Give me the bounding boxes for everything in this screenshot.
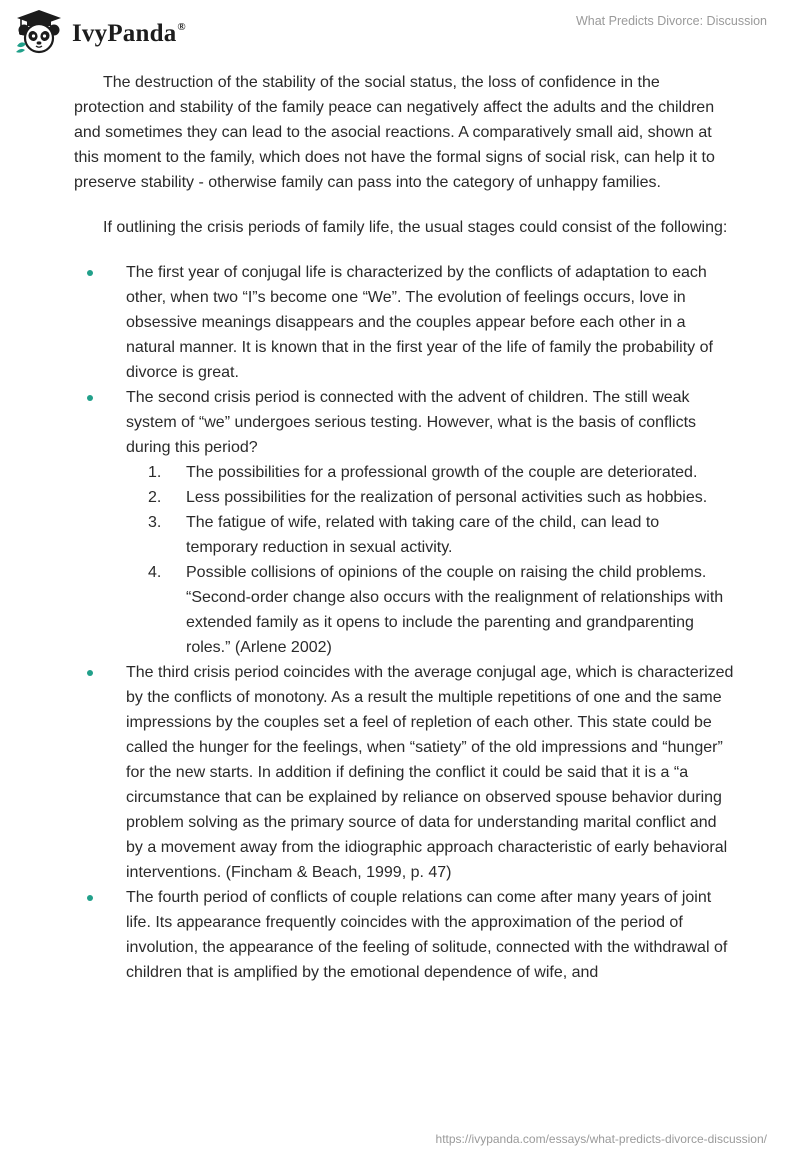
bullet-icon <box>87 670 93 676</box>
crisis-periods-list <box>74 260 734 985</box>
essay-content <box>74 70 734 985</box>
sublist-number: 4. <box>148 564 162 581</box>
sublist-item <box>126 460 734 485</box>
bullet-icon <box>87 270 93 276</box>
ivypanda-logo[interactable] <box>14 8 214 54</box>
sublist-item-text: The possibilities for a professional growth of the couple are deteriorated. <box>186 464 698 481</box>
list-item-text: The second crisis period is connected with the advent of children. The still weak system of “we” undergoes serious testing. However, what is the basis of conflicts during this period? <box>126 389 697 456</box>
list-item <box>74 660 734 885</box>
panda-graduate-icon <box>14 8 64 54</box>
bullet-icon <box>87 895 93 901</box>
list-item <box>74 385 734 660</box>
list-item <box>74 885 734 985</box>
brand-registered-mark: ® <box>177 21 186 33</box>
source-url-link[interactable]: https://ivypanda.com/essays/what-predicts-divorce-discussion/ <box>435 1132 767 1146</box>
sublist-item <box>126 510 734 560</box>
list-item <box>74 260 734 385</box>
list-item-text: The fourth period of conflicts of couple relations can come after many years of joint life. Its appearance frequently coincides with the approximation of the period of involution, the appearance of the feeling of solitude, connected with the withdrawal of children that is amplified by the emotional dependence of wife, and <box>126 889 728 981</box>
sublist-item-text: Possible collisions of opinions of the couple on raising the child problems. “Second-order change also occurs with the realignment of relationships with extended family as it opens to include the parenting and grandparenting roles.” (Arlene 2002) <box>186 564 724 656</box>
sublist-item <box>126 560 734 660</box>
sublist-number: 2. <box>148 489 162 506</box>
bullet-icon <box>87 395 93 401</box>
sublist-item <box>126 485 734 510</box>
page-title: What Predicts Divorce: Discussion <box>575 14 767 28</box>
sublist-number: 1. <box>148 464 162 481</box>
numbered-sublist <box>126 460 734 660</box>
list-item-text: The first year of conjugal life is characterized by the conflicts of adaptation to each other, when two “I”s become one “We”. The evolution of feelings occurs, love in obsessive meanings disappears and the couples appear before each other in a natural manner. It is known that in the first year of the life of family the probability of divorce is great. <box>126 264 713 381</box>
brand-name: IvyPanda® <box>72 20 186 47</box>
page-header <box>0 0 800 60</box>
paragraph: If outlining the crisis periods of family life, the usual stages could consist of the following: <box>103 219 728 236</box>
list-item-text: The third crisis period coincides with the average conjugal age, which is characterized by the conflicts of monotony. As a result the multiple repetitions of one and the same impressions by the couples set a feel of repletion of each other. This state could be called the hunger for the feelings, when “satiety” of the old impressions and “hunger” for the new starts. In addition if defining the conflict it could be said that it is a “a circumstance that can be explained by reliance on observed spouse behavior during problem solving as the primary source of data for understanding marital conflict and by a movement away from the idiographic approach characteristic of early behavioral interventions. (Fincham & Beach, 1999, p. 47) <box>126 664 734 881</box>
sublist-item-text: The fatigue of wife, related with taking care of the child, can lead to temporary reduction in sexual activity. <box>186 514 660 556</box>
paragraph: The destruction of the stability of the social status, the loss of confidence in the protection and stability of the family peace can negatively affect the adults and the children and sometimes they can lead to the asocial reactions. A comparatively small aid, shown at this moment to the family, which does not have the formal signs of social risk, can help it to preserve stability - otherwise family can pass into the category of unhappy families. <box>74 74 715 191</box>
sublist-number: 3. <box>148 514 162 531</box>
sublist-item-text: Less possibilities for the realization of personal activities such as hobbies. <box>186 489 708 506</box>
